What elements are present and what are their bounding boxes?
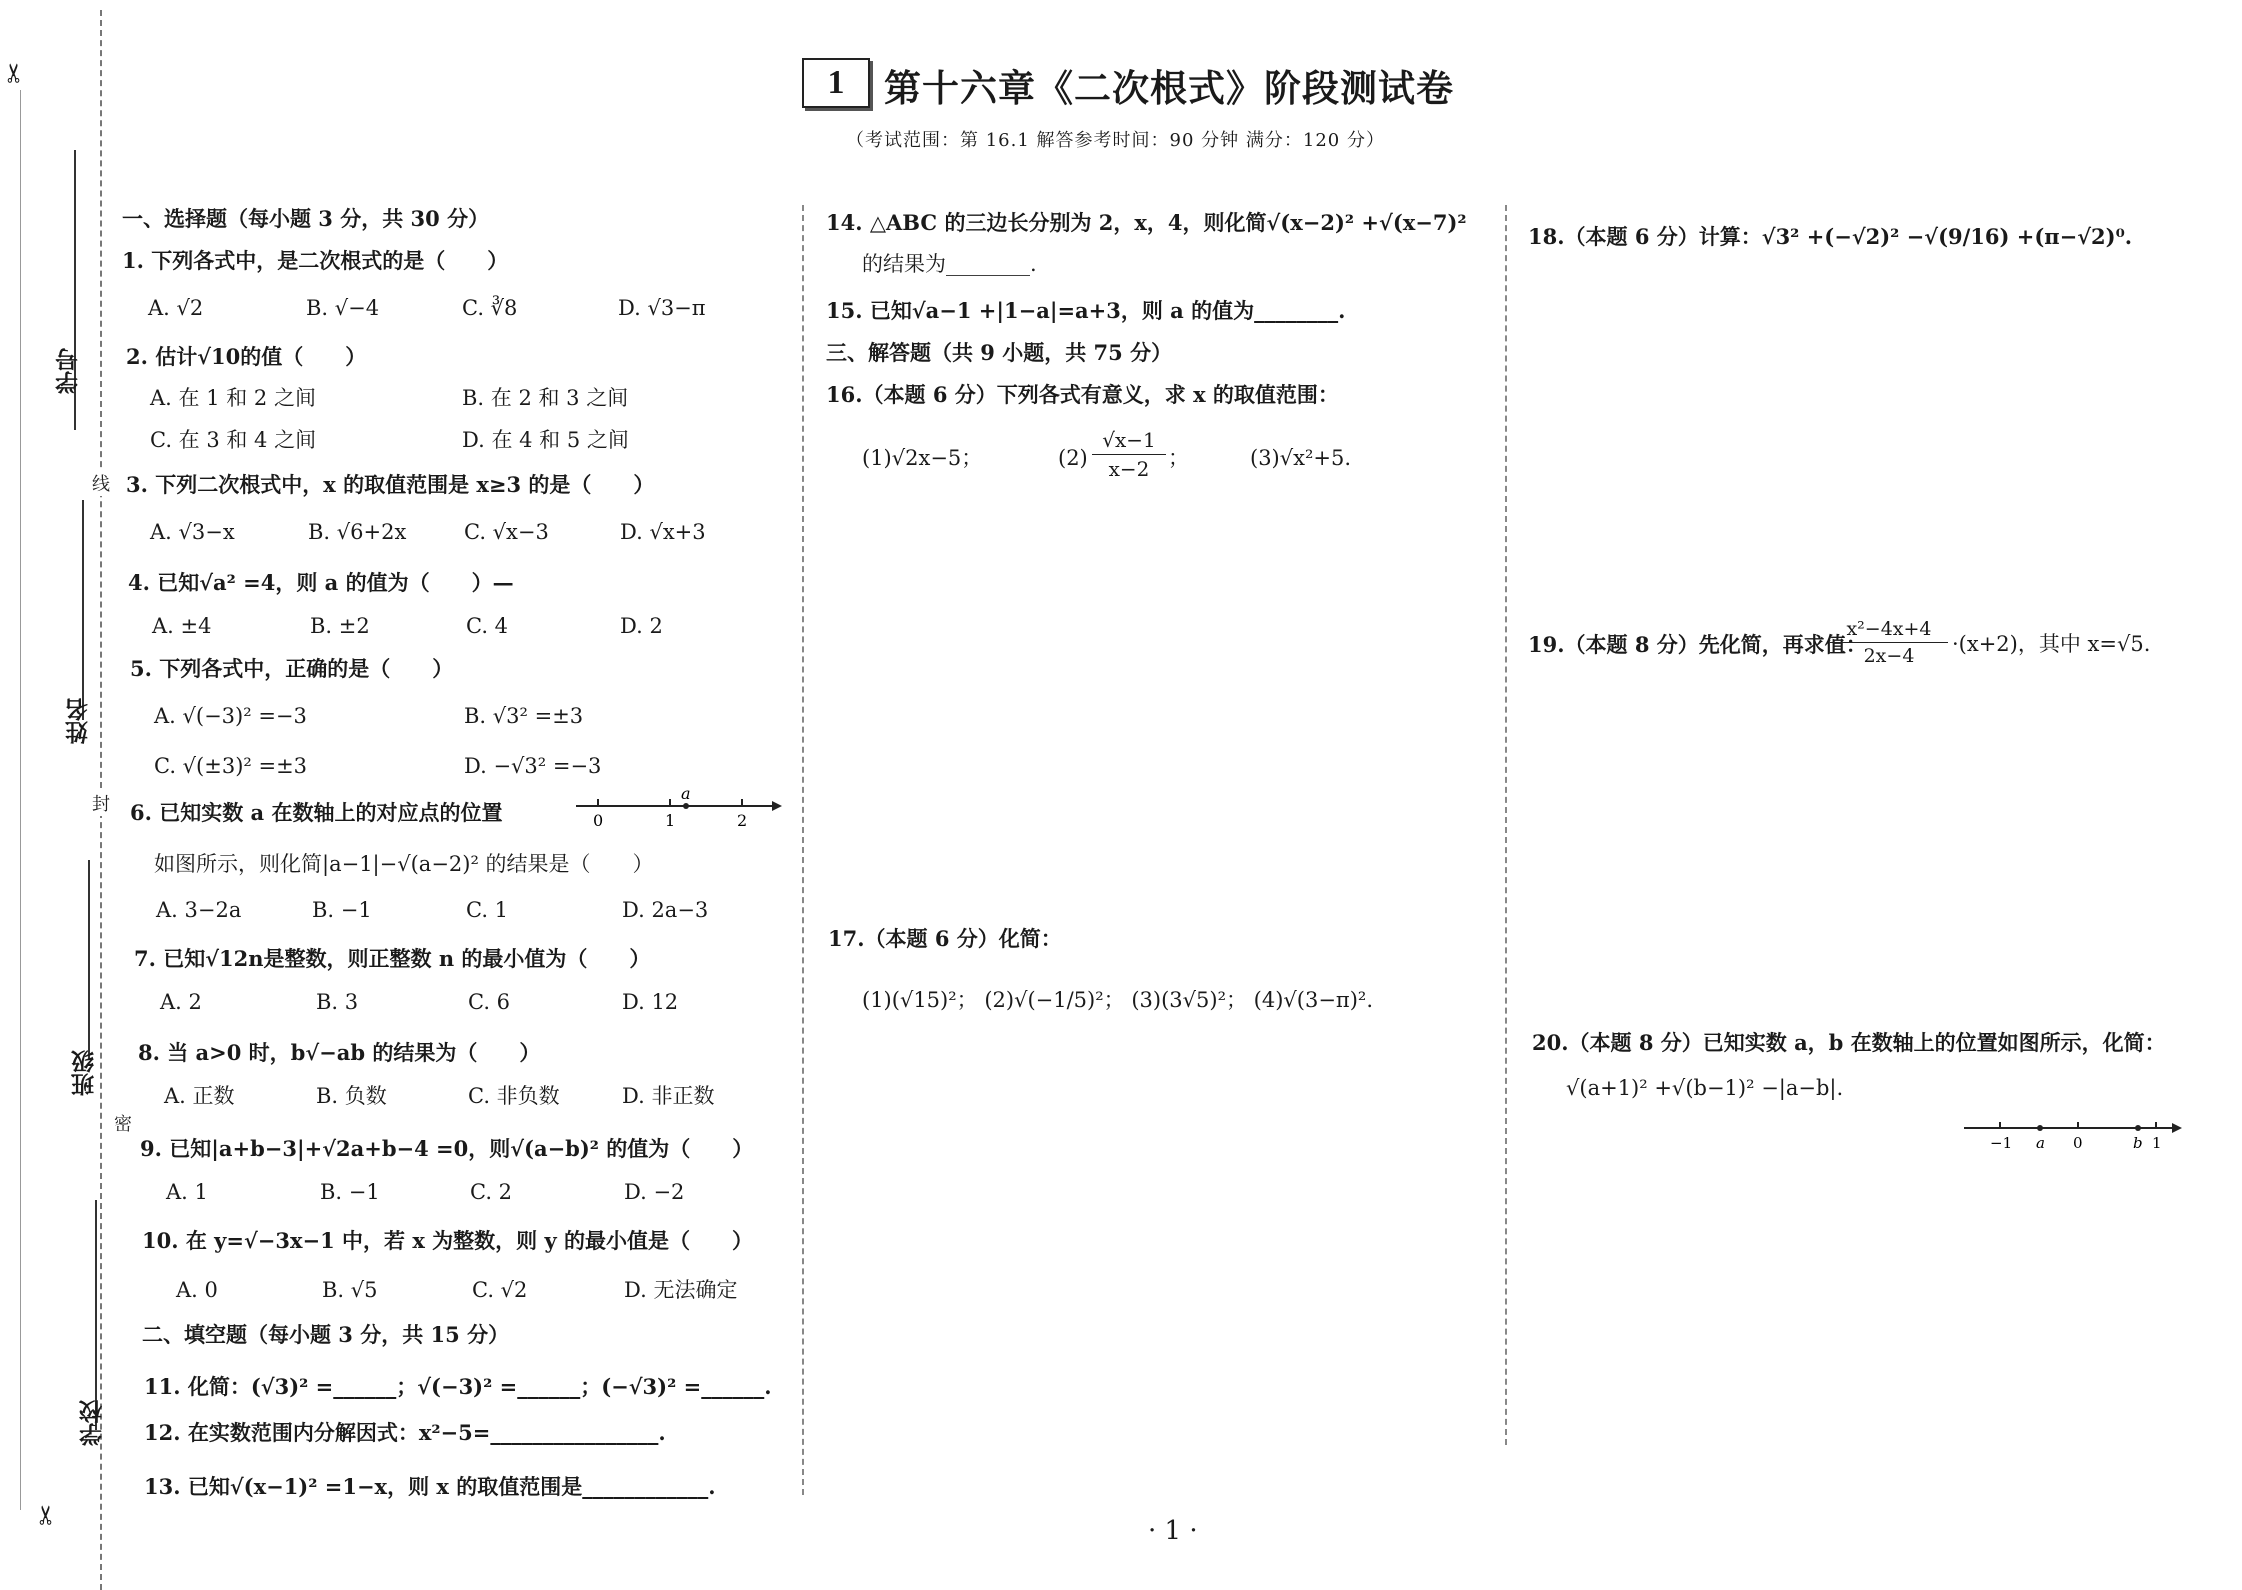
question-2: 2. 估计√10的值（ ）	[126, 344, 367, 369]
question-19: 19.（本题 8 分）先化简，再求值：	[1528, 632, 1867, 657]
q6-number-line	[572, 790, 782, 830]
q8-option-c: C. 非负数	[468, 1084, 560, 1108]
seal-mark-mi: 密	[114, 1110, 132, 1136]
q7-option-d: D. 12	[622, 990, 679, 1014]
q2-option-a: A. 在 1 和 2 之间	[150, 386, 316, 410]
q6-option-c: C. 1	[466, 898, 509, 922]
question-14: 14. △ABC 的三边长分别为 2，x，4，则化简√(x−2)² +√(x−7)²	[826, 210, 1467, 235]
question-10: 10. 在 y=√−3x−1 中，若 x 为整数，则 y 的最小值是（ ）	[142, 1228, 753, 1253]
q1-option-b: B. √−4	[306, 296, 380, 320]
q6-option-d: D. 2a−3	[622, 898, 709, 922]
column-divider-1	[802, 205, 804, 1495]
question-12: 12. 在实数范围内分解因式：x²−5=________________.	[144, 1420, 666, 1445]
q16-fraction-den: x−2	[1108, 457, 1150, 481]
q10-option-c: C. √2	[472, 1278, 528, 1302]
q1-option-c: C. ∛8	[462, 296, 518, 320]
q5-option-c: C. √(±3)² =±3	[154, 754, 308, 778]
q9-option-b: B. −1	[320, 1180, 380, 1204]
page-subtitle: （考试范围：第 16.1 解答参考时间：90 分钟 满分：120 分）	[846, 130, 1385, 151]
scissor-icon-top: ✂	[0, 62, 30, 84]
q20-axis-b: b	[2133, 1134, 2143, 1152]
q2-option-b: B. 在 2 和 3 之间	[462, 386, 629, 410]
q17-parts: (1)(√15)²； (2)√(−1/5)²； (3)(3√5)²； (4)√(3−π)².	[862, 988, 1374, 1012]
q16-fraction-num: √x−1	[1092, 428, 1166, 455]
question-9: 9. 已知|a+b−3|+√2a+b−4 =0，则√(a−b)² 的值为（ ）	[140, 1136, 754, 1161]
seal-mark-xian: 线	[92, 470, 110, 496]
label-xingming: 姓名	[65, 698, 92, 744]
question-4: 4. 已知√a² =4，则 a 的值为（ ）—	[128, 570, 514, 595]
q10-option-d: D. 无法确定	[624, 1278, 738, 1302]
q20-expression: √(a+1)² +√(b−1)² −|a−b|.	[1566, 1076, 1844, 1100]
q7-option-b: B. 3	[316, 990, 359, 1014]
page-number: · 1 ·	[1148, 1516, 1198, 1546]
cut-line	[20, 90, 21, 1510]
q3-option-d: D. √x+3	[620, 520, 706, 544]
q5-option-d: D. −√3² =−3	[464, 754, 602, 778]
q19-fraction-num: x²−4x+4	[1830, 618, 1948, 643]
page-title: 第十六章《二次根式》阶段测试卷	[884, 66, 1454, 110]
question-7: 7. 已知√12n是整数，则正整数 n 的最小值为（ ）	[134, 946, 651, 971]
q2-option-c: C. 在 3 和 4 之间	[150, 428, 317, 452]
seal-mark-feng: 封	[92, 790, 110, 816]
q6-axis-2: 2	[737, 811, 748, 830]
q4-option-d: D. 2	[620, 614, 663, 638]
q8-option-b: B. 负数	[316, 1084, 387, 1108]
q6-option-b: B. −1	[312, 898, 372, 922]
question-6-cont: 如图所示，则化简|a−1|−√(a−2)² 的结果是（ ）	[154, 852, 654, 876]
question-13: 13. 已知√(x−1)² =1−x，则 x 的取值范围是____________.	[144, 1474, 716, 1499]
q6-axis-a: a	[681, 790, 691, 803]
q4-option-a: A. ±4	[152, 614, 212, 638]
q3-option-c: C. √x−3	[464, 520, 549, 544]
question-20: 20.（本题 8 分）已知实数 a，b 在数轴上的位置如图所示，化简：	[1532, 1030, 2166, 1055]
q19-fraction-den: 2x−4	[1863, 645, 1915, 667]
question-17: 17.（本题 6 分）化简：	[828, 926, 1062, 951]
question-1: 1. 下列各式中，是二次根式的是（ ）	[122, 248, 509, 273]
fill-line-xingming	[82, 500, 84, 720]
q16-fraction	[1092, 428, 1166, 481]
section1-heading: 一、选择题（每小题 3 分，共 30 分）	[122, 206, 490, 231]
q1-option-a: A. √2	[148, 296, 204, 320]
q6-axis-0: 0	[593, 811, 604, 830]
q20-axis-neg1: −1	[1990, 1134, 2013, 1152]
q20-axis-1: 1	[2152, 1134, 2162, 1152]
q16-part-2-label: (2)	[1058, 446, 1088, 470]
q10-option-b: B. √5	[322, 1278, 378, 1302]
q5-option-a: A. √(−3)² =−3	[154, 704, 307, 728]
q20-axis-0: 0	[2073, 1134, 2083, 1152]
q9-option-a: A. 1	[166, 1180, 208, 1204]
label-xuexiao: 学校	[79, 1400, 106, 1446]
q16-fraction-tail: ；	[1168, 446, 1189, 470]
q1-option-d: D. √3−π	[618, 296, 706, 320]
question-18: 18.（本题 6 分）计算：√3² +(−√2)² −√(9/16) +(π−√2)⁰.	[1528, 224, 2133, 249]
q8-option-d: D. 非正数	[622, 1084, 715, 1108]
q3-option-a: A. √3−x	[150, 520, 235, 544]
q10-option-a: A. 0	[176, 1278, 218, 1302]
q3-option-b: B. √6+2x	[308, 520, 407, 544]
question-8: 8. 当 a>0 时，b√−ab 的结果为（ ）	[138, 1040, 541, 1065]
question-16: 16.（本题 6 分）下列各式有意义，求 x 的取值范围：	[826, 382, 1339, 407]
q20-axis-a: a	[2036, 1134, 2045, 1152]
column-divider-2	[1505, 205, 1507, 1445]
test-number-box: 1	[802, 58, 870, 108]
fill-line-banji	[88, 860, 90, 1060]
q19-tail: ·(x+2)，其中 x=√5.	[1952, 632, 2151, 656]
section3-heading: 三、解答题（共 9 小题，共 75 分）	[826, 340, 1173, 365]
question-11: 11. 化简：(√3)² =______；√(−3)² =______；(−√3)² =______.	[144, 1374, 772, 1399]
question-3: 3. 下列二次根式中，x 的取值范围是 x≥3 的是（ ）	[126, 472, 655, 497]
q19-fraction	[1830, 618, 1948, 667]
q6-axis-1: 1	[665, 811, 676, 830]
q9-option-c: C. 2	[470, 1180, 513, 1204]
section2-heading: 二、填空题（每小题 3 分，共 15 分）	[142, 1322, 510, 1347]
question-14-cont: 的结果为________.	[862, 252, 1037, 276]
q2-option-d: D. 在 4 和 5 之间	[462, 428, 629, 452]
scissor-icon-bottom: ✂	[31, 1504, 62, 1526]
q6-option-a: A. 3−2a	[156, 898, 242, 922]
q16-part-1: (1)√2x−5；	[862, 446, 983, 470]
q7-option-c: C. 6	[468, 990, 511, 1014]
q7-option-a: A. 2	[160, 990, 202, 1014]
question-5: 5. 下列各式中，正确的是（ ）	[130, 656, 454, 681]
q8-option-a: A. 正数	[164, 1084, 235, 1108]
q5-option-b: B. √3² =±3	[464, 704, 584, 728]
q9-option-d: D. −2	[624, 1180, 685, 1204]
fill-line-xuexiao	[95, 1200, 97, 1430]
q16-part-3: (3)√x²+5.	[1250, 446, 1352, 470]
label-xuehao: 学号	[55, 348, 82, 394]
q4-option-b: B. ±2	[310, 614, 370, 638]
label-banji: 班级	[71, 1050, 98, 1096]
question-6: 6. 已知实数 a 在数轴上的对应点的位置	[130, 800, 503, 825]
q4-option-c: C. 4	[466, 614, 509, 638]
q20-number-line	[1962, 1118, 2182, 1158]
question-15: 15. 已知√a−1 +|1−a|=a+3，则 a 的值为________.	[826, 298, 1346, 323]
